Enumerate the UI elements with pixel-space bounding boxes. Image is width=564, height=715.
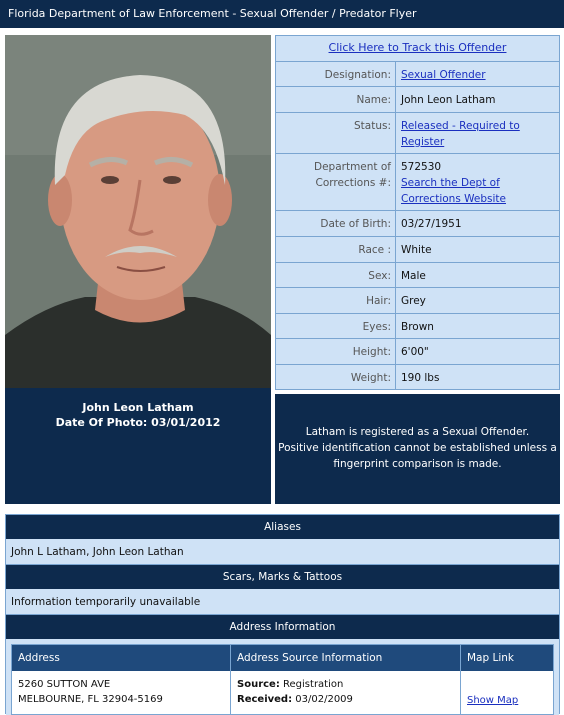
address-table-header <box>12 645 553 671</box>
detail-row-height: Height: 6'00" <box>276 339 559 365</box>
detail-row-doc: Department of Corrections #: 572530 Search the Dept of Corrections Website <box>276 154 559 211</box>
offender-details-table <box>275 35 560 390</box>
identification-notice <box>275 394 560 504</box>
photo-date: Date Of Photo: 03/01/2012 <box>55 416 221 429</box>
scars-heading: Scars, Marks & Tattoos <box>6 565 559 589</box>
detail-row-hair: Hair: Grey <box>276 288 559 314</box>
address-table <box>11 644 554 715</box>
source-line: Source: Registration <box>237 679 344 690</box>
detail-row-weight: Weight: 190 lbs <box>276 365 559 389</box>
detail-row-sex: Sex: Male <box>276 263 559 288</box>
doc-number: 572530 <box>401 161 442 173</box>
doc-search-link[interactable]: Search the Dept of Corrections Website <box>401 177 506 205</box>
detail-row-eyes: Eyes: Brown <box>276 314 559 339</box>
offender-name-caption: John Leon Latham <box>82 401 194 414</box>
notice-line-1: Latham is registered as a Sexual Offender. <box>305 426 530 438</box>
detail-row-name: Name: John Leon Latham <box>276 87 559 113</box>
page-header: Florida Department of Law Enforcement - Sexual Offender / Predator Flyer <box>0 0 564 28</box>
col-source: Address Source Information <box>231 645 461 671</box>
address-row <box>12 671 553 714</box>
additional-info-section <box>5 514 560 714</box>
detail-row-race: Race : White <box>276 237 559 263</box>
notice-line-3: fingerprint comparison is made. <box>333 458 502 470</box>
status-link[interactable]: Released - Required to Register <box>401 120 520 148</box>
track-row <box>276 36 559 62</box>
offender-photo <box>5 35 271 388</box>
detail-row-status: Status: Released - Required to Register <box>276 113 559 154</box>
aliases-heading: Aliases <box>6 515 559 539</box>
address-line-1: 5260 SUTTON AVE <box>18 679 111 690</box>
show-map-link[interactable]: Show Map <box>467 695 519 706</box>
col-address: Address <box>12 645 231 671</box>
detail-row-designation: Designation: Sexual Offender <box>276 62 559 87</box>
scars-text: Information temporarily unavailable <box>6 589 559 615</box>
photo-panel <box>5 35 271 504</box>
photo-caption <box>5 388 271 430</box>
address-line-2: MELBOURNE, FL 32904-5169 <box>18 694 163 705</box>
address-table-wrap <box>6 639 559 715</box>
notice-line-2: Positive identification cannot be established unless a <box>278 442 557 454</box>
col-map-link: Map Link <box>467 652 514 664</box>
received-line: Received: 03/02/2009 <box>237 694 353 705</box>
aliases-text: John L Latham, John Leon Lathan <box>6 539 559 565</box>
track-offender-link[interactable]: Click Here to Track this Offender <box>328 41 507 54</box>
detail-row-dob: Date of Birth: 03/27/1951 <box>276 211 559 237</box>
designation-link[interactable]: Sexual Offender <box>401 69 486 81</box>
address-heading: Address Information <box>6 615 559 639</box>
